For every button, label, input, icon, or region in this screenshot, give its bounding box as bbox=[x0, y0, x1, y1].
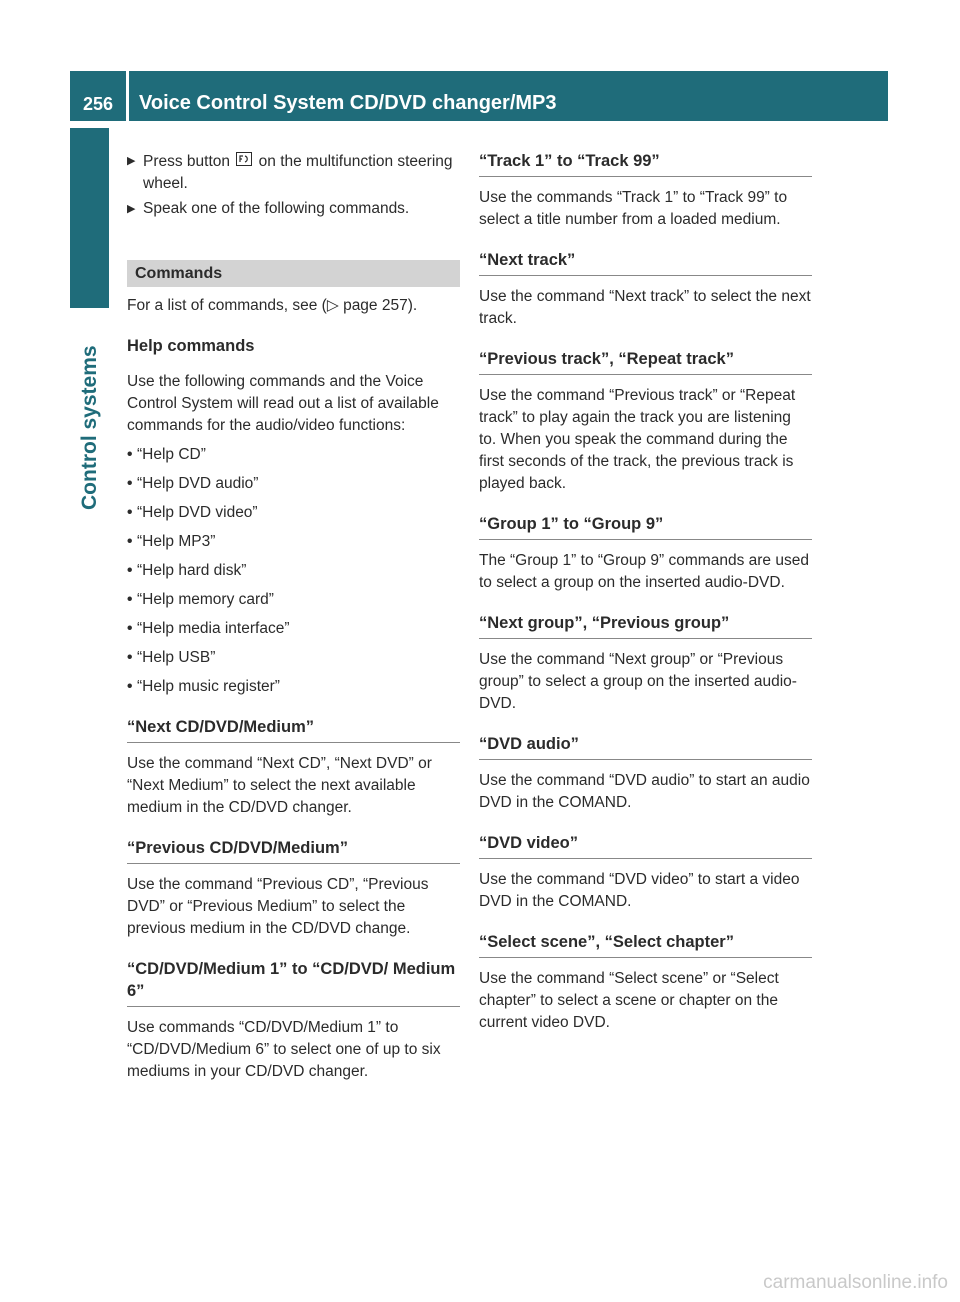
list-item: • “Help MP3” bbox=[127, 533, 216, 550]
prev-cd-body: Use the command “Previous CD”, “Previous DVD” or “Previous Medium” to select the previous medium in the CD/DVD change. bbox=[127, 876, 429, 937]
side-tab-marker bbox=[70, 128, 109, 308]
list-item: • “Help media interface” bbox=[127, 620, 290, 637]
list-item: • “Help memory card” bbox=[127, 591, 274, 608]
list-item: • “Help CD” bbox=[127, 446, 206, 463]
select-scene-heading: “Select scene”, “Select chapter” bbox=[479, 931, 812, 958]
list-item: • “Help music register” bbox=[127, 678, 280, 695]
voice-control-icon bbox=[234, 150, 254, 172]
dvd-video-heading: “DVD video” bbox=[479, 832, 812, 859]
next-group-body: Use the command “Next group” or “Previous group” to select a group on the inserted audio-DVD. bbox=[479, 651, 797, 712]
side-tab-label-wrap bbox=[78, 310, 102, 510]
right-column bbox=[479, 150, 812, 1034]
step-text: Speak one of the following commands. bbox=[143, 200, 410, 217]
list-item: • “Help USB” bbox=[127, 649, 216, 666]
track-body: Use the commands “Track 1” to “Track 99” to select a title number from a loaded medium. bbox=[479, 189, 788, 228]
arrow-right-icon: ▶ bbox=[127, 155, 136, 167]
step-text-post: on the multifunction steering wheel. bbox=[143, 153, 453, 192]
next-group-heading: “Next group”, “Previous group” bbox=[479, 612, 812, 639]
prev-track-body: Use the command “Previous track” or “Repeat track” to play again the track you are listening to. When you speak the command during the first seconds of the track, the previous track is played back. bbox=[479, 387, 796, 492]
watermark: carmanualsonline.info bbox=[763, 1272, 948, 1293]
page-number: 256 bbox=[70, 71, 126, 121]
left-column bbox=[127, 150, 460, 1083]
track-heading: “Track 1” to “Track 99” bbox=[479, 150, 812, 177]
step-item bbox=[127, 150, 460, 195]
step-item bbox=[127, 198, 460, 220]
help-commands-body: Use the following commands and the Voice Control System will read out a list of available commands for the audio/video functions: bbox=[127, 373, 439, 434]
dvd-audio-body: Use the command “DVD audio” to start an audio DVD in the COMAND. bbox=[479, 772, 810, 811]
page-title: Voice Control System CD/DVD changer/MP3 bbox=[129, 71, 888, 121]
step-text-pre: Press button bbox=[143, 153, 231, 170]
list-item: • “Help DVD audio” bbox=[127, 475, 259, 492]
next-cd-heading: “Next CD/DVD/Medium” bbox=[127, 716, 460, 743]
commands-title: Commands bbox=[127, 260, 460, 287]
help-command-list bbox=[127, 444, 460, 698]
prev-cd-heading: “Previous CD/DVD/Medium” bbox=[127, 837, 460, 864]
next-track-heading: “Next track” bbox=[479, 249, 812, 276]
medium-body: Use commands “CD/DVD/Medium 1” to “CD/DVD/Medium 6” to select one of up to six mediums in your CD/DVD changer. bbox=[127, 1019, 441, 1080]
medium-heading: “CD/DVD/Medium 1” to “CD/DVD/ Medium 6” bbox=[127, 958, 460, 1007]
list-item: • “Help DVD video” bbox=[127, 504, 258, 521]
prev-track-heading: “Previous track”, “Repeat track” bbox=[479, 348, 812, 375]
dvd-video-body: Use the command “DVD video” to start a video DVD in the COMAND. bbox=[479, 871, 800, 910]
side-tab-label: Control systems bbox=[78, 345, 101, 510]
help-commands-heading: Help commands bbox=[127, 337, 255, 355]
next-cd-body: Use the command “Next CD”, “Next DVD” or “Next Medium” to select the next available medium in the CD/DVD changer. bbox=[127, 755, 432, 816]
select-scene-body: Use the command “Select scene” or “Select chapter” to select a scene or chapter on the current video DVD. bbox=[479, 970, 779, 1031]
arrow-right-icon: ▶ bbox=[127, 203, 136, 215]
dvd-audio-heading: “DVD audio” bbox=[479, 733, 812, 760]
list-item: • “Help hard disk” bbox=[127, 562, 247, 579]
next-track-body: Use the command “Next track” to select the next track. bbox=[479, 288, 811, 327]
group-heading: “Group 1” to “Group 9” bbox=[479, 513, 812, 540]
commands-reference: For a list of commands, see (▷ page 257). bbox=[127, 297, 418, 314]
group-body: The “Group 1” to “Group 9” commands are used to select a group on the inserted audio-DVD. bbox=[479, 552, 809, 591]
